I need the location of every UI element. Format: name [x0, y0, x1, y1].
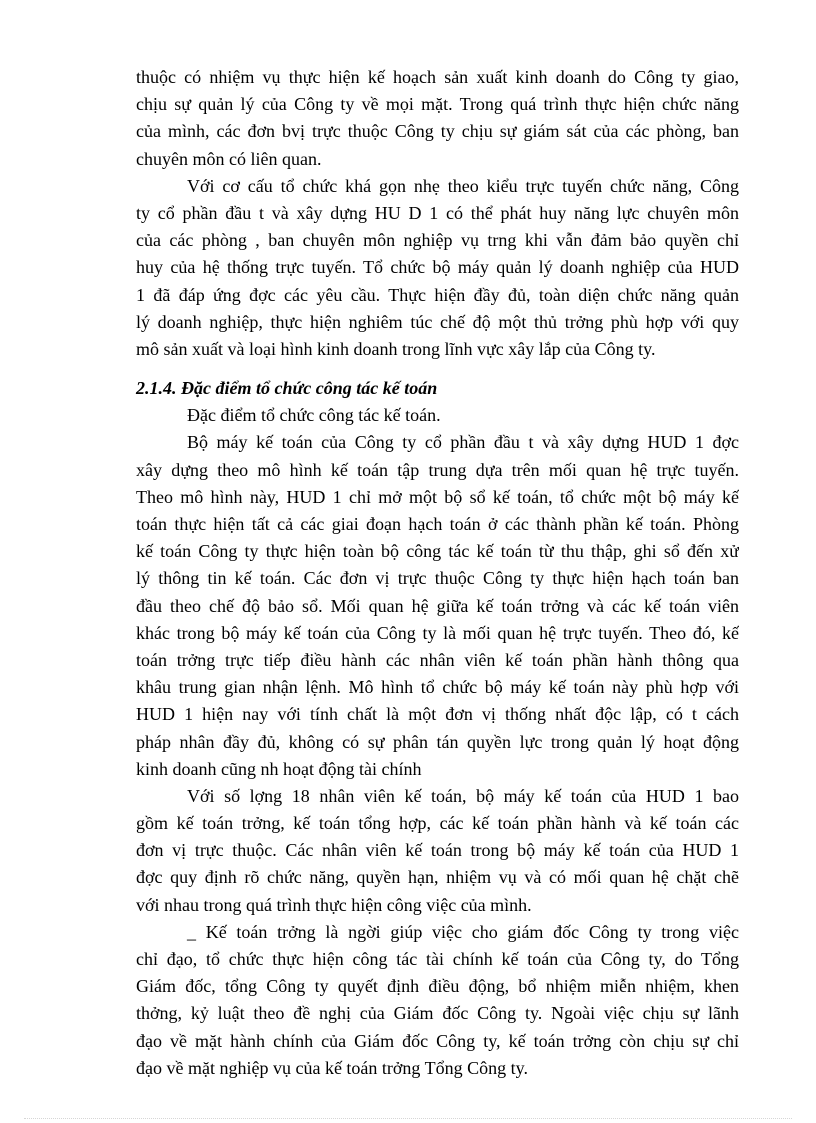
text-line: đạo về mặt hành chính của Giám đốc Công ty, kế toán trởng còn chịu sự chỉ — [136, 1030, 739, 1051]
paragraph-5 — [136, 783, 739, 919]
paragraph-4 — [136, 429, 739, 782]
text-line: khâu trung gian nhận lệnh. Mô hình tổ chức bộ máy kế toán này phù hợp với — [136, 677, 739, 698]
text-line: Đặc điểm tổ chức công tác kế toán. — [187, 405, 441, 426]
text-line: toán trởng trực tiếp điều hành các nhân viên kế toán phần hành thông qua — [136, 649, 739, 670]
text-line: lý doanh nghiệp, thực hiện nghiêm túc chế độ một thủ trởng phù hợp với quy — [136, 311, 739, 332]
text-line: chịu sự quản lý của Công ty về mọi mặt. Trong quá trình thực hiện chức năng — [136, 94, 739, 115]
text-line: kinh doanh cũng nh hoạt động tài chính — [136, 758, 422, 779]
text-line: của mình, các đơn bvị trực thuộc Công ty chịu sự giám sát của các phòng, ban — [136, 121, 739, 142]
text-line: huy của hệ thống trực tuyến. Tổ chức bộ máy quản lý doanh nghiệp của HUD — [136, 257, 739, 278]
text-line: Giám đốc, tổng Công ty quyết định điều động, bổ nhiệm miễn nhiệm, khen — [136, 976, 739, 997]
text-line: Bộ máy kế toán của Công ty cổ phần đầu t và xây dựng HUD 1 đợc — [187, 432, 739, 453]
text-line: đầu theo chế độ bảo sổ. Mối quan hệ giữa kế toán trởng và các kế toán viên — [136, 595, 739, 616]
text-line: toán thực hiện tất cả các giai đoạn hạch toán ở các thành phần kế toán. Phòng — [136, 514, 739, 534]
text-line: của các phòng , ban chuyên môn nghiệp vụ trng khi vẫn đảm bảo quyền chỉ — [136, 230, 739, 251]
text-line: Theo mô hình này, HUD 1 chỉ mở một bộ sổ kế toán, tổ chức một bộ máy kế — [136, 486, 739, 507]
text-line: kế toán Công ty thực hiện toàn bộ công tác kế toán từ thu thập, ghi sổ đến xử — [136, 541, 739, 562]
text-line: đơn vị trực thuộc. Các nhân viên kế toán trong bộ máy kế toán của HUD 1 — [136, 840, 739, 861]
text-line: 1 đã đáp ứng đợc các yêu cầu. Thực hiện đầy đủ, toàn diện chức năng quản — [136, 284, 739, 305]
text-line: chỉ đạo, tổ chức thực hiện công tác tài chính kế toán của Công ty, do Tổng — [136, 949, 739, 969]
text-line: lý thông tin kế toán. Các đơn vị trực thuộc Công ty thực hiện hạch toán ban — [136, 568, 739, 589]
paragraph-1 — [136, 64, 739, 173]
paragraph-2 — [136, 173, 739, 363]
text-line: HUD 1 hiện nay với tính chất là một đơn vị thống nhất độc lập, có t cách — [136, 704, 739, 725]
text-line: xây dựng theo mô hình kế toán tập trung dựa trên mối quan hệ trực tuyến. — [136, 459, 739, 480]
text-line: đạo về mặt nghiệp vụ của kế toán trởng Tổng Công ty. — [136, 1057, 528, 1078]
text-line: gồm kế toán trởng, kế toán tổng hợp, các kế toán phần hành và kế toán các — [136, 813, 739, 834]
text-line: thởng, kỷ luật theo đề nghị của Giám đốc Công ty. Ngoài việc chịu sự lãnh — [136, 1003, 739, 1024]
text-line: Với cơ cấu tổ chức khá gọn nhẹ theo kiểu trực tuyến chức năng, Công — [187, 175, 739, 196]
text-line: đợc quy định rõ chức năng, quyền hạn, nhiệm vụ và có mối quan hệ chặt chẽ — [136, 867, 739, 888]
text-line: ty cổ phần đầu t và xây dựng HU D 1 có thể phát huy năng lực chuyên môn — [136, 202, 739, 223]
text-line: Với số lợng 18 nhân viên kế toán, bộ máy kế toán của HUD 1 bao — [187, 785, 739, 806]
text-line: thuộc có nhiệm vụ thực hiện kế hoạch sản xuất kinh doanh do Công ty giao, — [136, 67, 739, 87]
section-heading: 2.1.4. Đặc điểm tổ chức công tác kế toán — [136, 378, 438, 399]
document-page — [136, 64, 739, 1082]
text-line: khác trong bộ máy kế toán của Công ty là mối quan hệ trực tuyến. Theo đó, kế — [136, 622, 739, 643]
paragraph-6 — [136, 919, 739, 1082]
page-bottom-divider — [24, 1118, 792, 1119]
text-line: với nhau trong quá trình thực hiện công việc của mình. — [136, 894, 532, 915]
text-line: mô sản xuất và loại hình kinh doanh trong lĩnh vực xây lắp của Công ty. — [136, 338, 656, 359]
text-line: pháp nhân đầy đủ, không có sự phân tán quyền lực trong quản lý hoạt động — [136, 731, 739, 752]
text-line: _ Kế toán trởng là ngời giúp việc cho giám đốc Công ty trong việc — [187, 921, 739, 942]
text-line: chuyên môn có liên quan. — [136, 148, 322, 169]
paragraph-3 — [136, 402, 739, 429]
